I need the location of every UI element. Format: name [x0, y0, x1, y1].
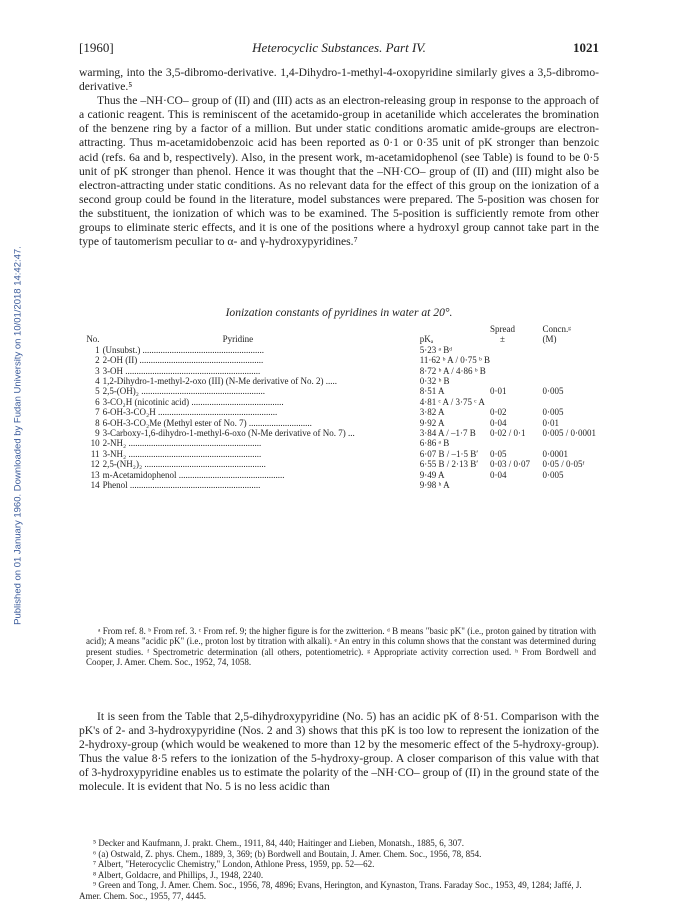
- concn-value: [542, 366, 596, 376]
- row-number: 13: [90, 469, 100, 480]
- spread-value: 0·01: [489, 386, 507, 397]
- concn-value: [542, 397, 596, 407]
- concn-value: 0·0001: [542, 448, 568, 459]
- spread-value: [490, 366, 543, 376]
- spread-value: 0·05: [489, 448, 507, 459]
- row-number: 10: [90, 438, 100, 449]
- spread-value: [490, 376, 543, 386]
- paragraph: It is seen from the Table that 2,5-dihydroxypyridine (No. 5) has an acidic pK of 8·51. Comparison with the pK's of 2- and 3-hydroxypyridine (Nos. 2 and 3) shows that this pK is too low to represent the ionization of the 2-hydroxy-group (which would be weakened to more than 12 by the mesomeric effect of the 5-hydroxy-group). Thus the value 8·5 refers to the ionization of the 5-hydroxy-group. A closer comparison of this value with that of 3-hydroxypyridine enables us to estimate the polarity of the –NH·CO– group of (II) in the ground state of the molecule. It is evident that No. 5 is no less acidic than: [79, 710, 599, 794]
- concn-value: [542, 376, 596, 386]
- row-number: 12: [90, 459, 100, 470]
- concn-subheader: (M): [542, 334, 557, 345]
- row-number: 1: [95, 344, 100, 355]
- table-row: [86, 428, 596, 438]
- running-header: [79, 40, 599, 56]
- pka-value: 9·92 A: [419, 417, 445, 428]
- table-row: [86, 386, 596, 396]
- paragraph: Thus the –NH·CO– group of (II) and (III) acts as an electron-releasing group in response to the approach of a cationic reagent. This is reminiscent of the acetamido-group in acetanilide which accelerates the bromination of the benzene ring by a factor of a million. But under static conditions aromatic amide-groups are electron-attracting. Thus m-acetamidobenzoic acid has been reported as 0·1 or 0·35 unit of pK stronger than benzoic acid (refs. 6a and b, respectively). Also, in the present work, m-acetamidophenol (see Table) is found to be 0·5 unit of pK stronger than phenol. Hence it was thought that the –NH·CO– group of (II) and (III) might also be electron-attracting under static conditions. As no relevant data for the effect of this group on the ionization of a second group could be found in the literature, model substances were prepared. The 5-position was chosen for the substituent, the ionization of which was to be examined. The 5-position is sufficiently remote from other groups to eliminate steric effects, and it is one of the positions where a hydroxyl group cannot take part in the type of tautomerism peculiar to α- and γ-hydroxypyridines.⁷: [79, 94, 599, 249]
- table-row: [86, 366, 596, 376]
- table-header-row: [86, 334, 596, 344]
- row-number: 5: [95, 386, 100, 397]
- table-row: [86, 397, 596, 407]
- row-number: 9: [95, 428, 100, 439]
- pyridine-name: m-Acetamidophenol ...............................................: [102, 469, 285, 480]
- pka-header: pKₐ: [419, 334, 434, 345]
- pka-value: 6·55 B / 2·13 B′: [419, 459, 479, 470]
- concn-value: [542, 438, 596, 448]
- pyridine-name: 3-NH₂ ...........................................................: [102, 448, 262, 459]
- row-number: 2: [95, 355, 100, 366]
- table-row: [86, 407, 596, 417]
- concn-header: Concn.ᵍ: [542, 324, 571, 334]
- pka-value: 9·98 ʰ A: [419, 480, 450, 491]
- reference: ⁶ (a) Ostwald, Z. phys. Chem., 1889, 3, 369; (b) Bordwell and Boutain, J. Amer. Chem. Soc., 1956, 78, 854.: [93, 848, 482, 859]
- row-number: 4: [95, 376, 100, 387]
- spread-value: [490, 345, 543, 355]
- table-row: [86, 376, 596, 386]
- spread-value: [490, 438, 543, 448]
- table-row: [86, 438, 596, 448]
- pyridine-name: 3-CO₂H (nicotinic acid) .........................................: [102, 396, 284, 407]
- pyridine-header: Pyridine: [222, 334, 254, 345]
- row-number: 11: [90, 448, 100, 459]
- pka-value: 8·51 A: [419, 386, 445, 397]
- pyridine-name: Phenol ..........................................................: [102, 480, 261, 491]
- footnote-text: ᵃ From ref. 8. ᵇ From ref. 3. ᶜ From ref. 9; the higher figure is for the zwitterion. ᵈ B means "basic pK" (i.e., proton gained by titration with acid); A means "acidic pK" (i.e., proton lost by titration with alkali). ᵉ An entry in this column shows that the constant was determined during present studies. ᶠ Spectrometric determination (all others, potentiometric). ᵍ Appropriate activity correction used. ʰ From Bordwell and Cooper, J. Amer. Chem. Soc., 1952, 74, 1058.: [86, 626, 596, 668]
- spread-subheader: ±: [499, 334, 505, 345]
- row-number: 3: [95, 365, 100, 376]
- concn-value: [542, 480, 596, 490]
- no-header: No.: [86, 334, 100, 345]
- concn-value: 0·005 / 0·0001: [542, 428, 596, 439]
- row-number: 6: [95, 396, 100, 407]
- running-title: Heterocyclic Substances. Part IV.: [252, 40, 426, 55]
- spread-header: Spread: [489, 324, 515, 334]
- reference: ⁵ Decker and Kaufmann, J. prakt. Chem., 1911, 84, 440; Haitinger and Lieben, Monatsh., 1885, 6, 307.: [93, 838, 464, 848]
- pka-value: 3·82 A: [419, 407, 445, 418]
- concn-value: 0·01: [542, 417, 559, 428]
- spread-value: 0·02: [489, 407, 507, 418]
- pyridine-name: 2-OH (II) .......................................................: [102, 355, 264, 366]
- row-number: 7: [95, 407, 100, 418]
- pka-value: 11·62 ᵇ A / 0·75 ᵇ B: [419, 355, 490, 366]
- concn-value: 0·005: [542, 469, 564, 480]
- spread-value: 0·04: [489, 417, 507, 428]
- pka-value: 4·81 ᶜ A / 3·75 ᶜ A: [419, 396, 485, 407]
- table-row: [86, 480, 596, 490]
- pyridine-name: 6-OH-3-CO₂H .....................................................: [102, 407, 278, 418]
- pka-value: 0·32 ᵇ B: [419, 376, 450, 387]
- pyridine-name: 1,2-Dihydro-1-methyl-2-oxo (III) (N-Me derivative of No. 2) .....: [102, 376, 337, 387]
- row-number: 14: [90, 480, 100, 491]
- paragraph: warming, into the 3,5-dibromo-derivative. 1,4-Dihydro-1-methyl-4-oxopyridine similarly gives a 3,5-dibromo-derivative.⁵: [79, 66, 599, 94]
- table-row: [86, 355, 596, 365]
- table-row: [86, 345, 596, 355]
- table-row: [86, 470, 596, 480]
- concn-value: [542, 355, 596, 365]
- reference: ⁷ Albert, "Heterocyclic Chemistry," London, Athlone Press, 1959, pp. 52—62.: [93, 859, 375, 869]
- table-row: [86, 449, 596, 459]
- table-footnotes: [86, 626, 596, 668]
- pyridine-name: (Unsubst.) ......................................................: [102, 344, 265, 355]
- body-text-continued: [79, 710, 599, 795]
- spread-value: 0·04: [489, 469, 507, 480]
- spread-value: 0·02 / 0·1: [489, 428, 526, 439]
- pka-value: 6·07 B / –1·5 B′: [419, 448, 479, 459]
- pka-value: 8·72 ᵇ A / 4·86 ᵇ B: [419, 365, 486, 376]
- download-watermark: Published on 01 January 1960. Downloaded by Fudan University on 10/01/2018 14:42:47.: [12, 246, 24, 625]
- concn-value: 0·005: [542, 407, 564, 418]
- pyridine-name: 6-OH-3-CO₂Me (Methyl ester of No. 7) ............................: [102, 417, 312, 428]
- table-row: [86, 459, 596, 469]
- ionization-table: [86, 324, 596, 491]
- pyridine-name: 3-OH ............................................................: [102, 365, 261, 376]
- body-text: [79, 66, 599, 249]
- pka-value: 5·23 ᵃ Bᵈ: [419, 344, 452, 355]
- table-row: [86, 418, 596, 428]
- pka-value: 9·49 A: [419, 469, 445, 480]
- concn-value: [542, 345, 596, 355]
- spread-value: 0·03 / 0·07: [489, 459, 530, 470]
- table-title: Ionization constants of pyridines in water at 20°.: [225, 306, 453, 319]
- page-number: 1021: [573, 40, 599, 55]
- reference: ⁸ Albert, Goldacre, and Phillips, J., 1948, 2240.: [93, 869, 264, 880]
- pyridine-name: 3-Carboxy-1,6-dihydro-1-methyl-6-oxo (N-Me derivative of No. 7) ...: [102, 428, 355, 439]
- pka-value: 6·86 ᵃ B: [419, 438, 450, 449]
- concn-value: 0·005: [542, 386, 564, 397]
- reference: ⁹ Green and Tong, J. Amer. Chem. Soc., 1956, 78, 4896; Evans, Herington, and Kynaston, Trans. Faraday Soc., 1953, 49, 1284; Jaffé, J. Amer. Chem. Soc., 1955, 77, 4445.: [79, 880, 582, 901]
- pka-value: 3·84 A / –1·7 B: [419, 428, 476, 439]
- year-label: [1960]: [79, 40, 114, 55]
- pyridine-name: 2,5-(OH)₂ .......................................................: [102, 386, 265, 397]
- pyridine-name: 2,5-(NH₂)₂ ......................................................: [102, 459, 266, 470]
- pyridine-name: 2-NH₂ ...........................................................: [102, 438, 262, 449]
- references: [79, 838, 599, 901]
- concn-value: 0·05 / 0·05ᶠ: [542, 459, 585, 470]
- table-header-row: [86, 324, 596, 334]
- spread-value: [490, 397, 543, 407]
- spread-value: [490, 480, 543, 490]
- spread-value: [490, 355, 543, 365]
- row-number: 8: [95, 417, 100, 428]
